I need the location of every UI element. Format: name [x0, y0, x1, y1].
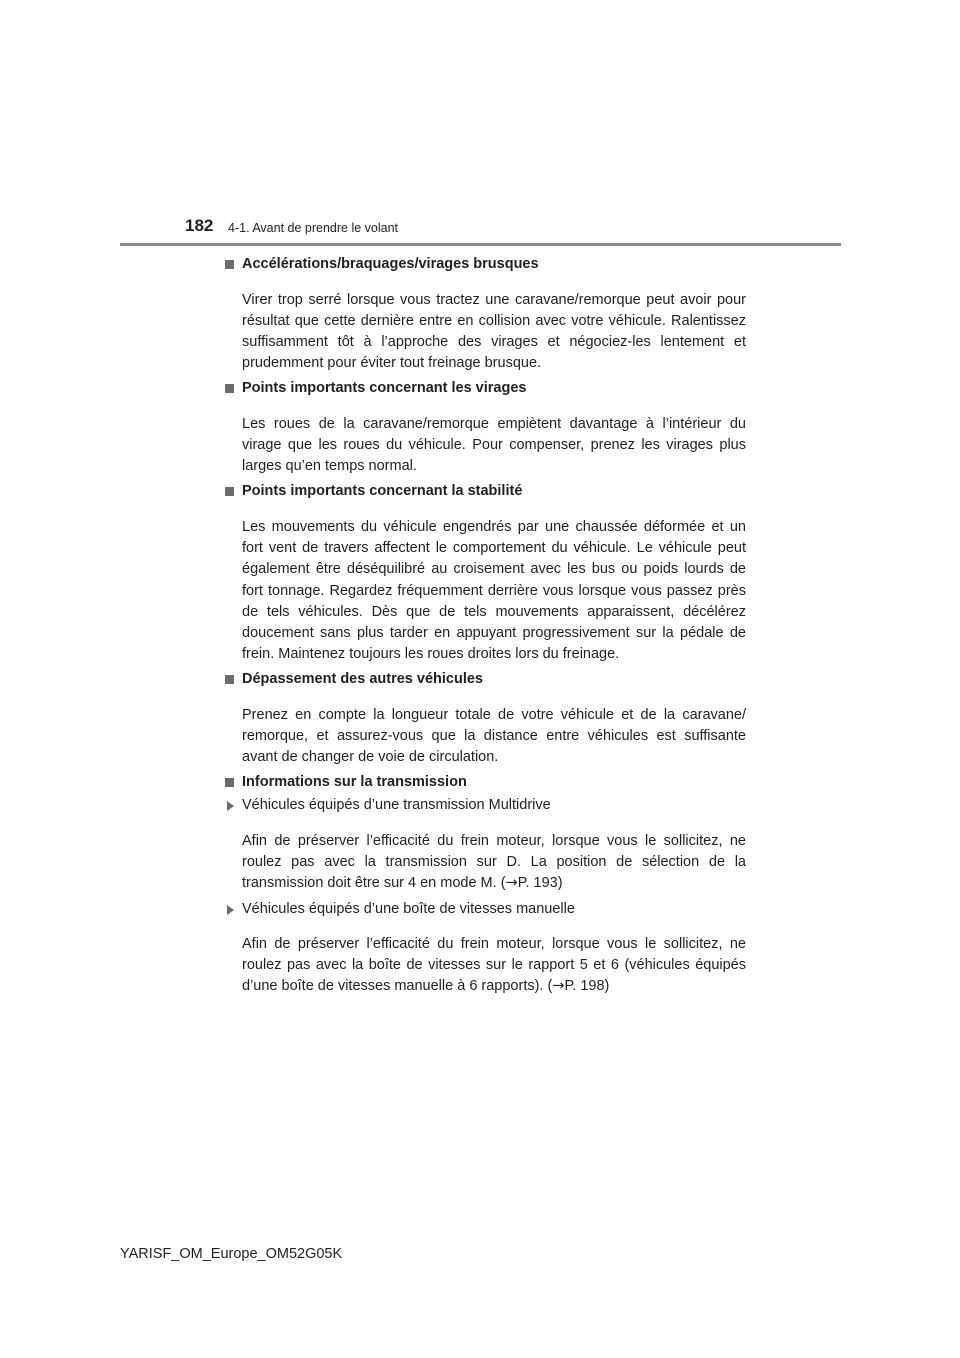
triangle-bullet-icon: [227, 905, 234, 915]
section-title: 4-1. Avant de prendre le volant: [228, 221, 399, 235]
section-turning: [223, 378, 746, 477]
page-reference-link[interactable]: P. 193): [517, 875, 563, 892]
square-bullet-icon: [225, 487, 234, 496]
square-bullet-icon: [225, 675, 234, 684]
heading-text: Points importants concernant la stabilité: [242, 483, 523, 500]
section-heading: [223, 669, 746, 690]
heading-text: Points importants concernant les virages: [242, 380, 527, 397]
heading-text: Dépassement des autres véhicules: [242, 671, 483, 688]
heading-text: Informations sur la transmission: [242, 774, 467, 791]
arrow-icon: →: [552, 978, 565, 995]
square-bullet-icon: [225, 260, 234, 269]
page-reference-link[interactable]: P. 198): [564, 978, 610, 995]
header-rule: [120, 243, 841, 246]
subsection-paragraph: [242, 934, 746, 998]
section-paragraph: Virer trop serré lorsque vous tractez une caravane/remorque peut avoir pour résultat que cette dernière entre en collision avec votre véhicule. Ralentissez suffisamment tôt à l’approche des virages et négociez-les lentement et prudemment pour éviter tout freinage brusque.: [242, 291, 746, 372]
subsection-label-text: Véhicules équipés d’une boîte de vitesses manuelle: [242, 900, 575, 917]
footer-doc-id: YARISF_OM_Europe_OM52G05K: [120, 1246, 343, 1262]
square-bullet-icon: [225, 778, 234, 787]
section-transmission: [223, 772, 746, 997]
section-paragraph: Les roues de la caravane/remorque empiètent davantage à l’intérieur du virage que les roues du véhicule. Pour compenser, prenez les virages plus larges qu’en temps normal.: [242, 415, 746, 475]
section-heading: [223, 772, 746, 793]
section-passing: [223, 669, 746, 768]
section-heading: [223, 378, 746, 399]
subsection-label: [223, 899, 746, 920]
square-bullet-icon: [225, 384, 234, 393]
subsection-paragraph: [242, 831, 746, 895]
paragraph-text: Afin de préserver l’efficacité du frein moteur, lorsque vous le sollicitez, ne roulez pas avec la transmission sur D. La position de sélection de la transmission doit être sur 4 en mode M. (: [242, 832, 746, 892]
section-paragraph: Les mouvements du véhicule engendrés par une chaussée déformée et un fort vent de travers affectent le comportement du véhicule. Le véhicule peut également être déséquilibré au croisement avec les bus ou poids lourds de fort tonnage. Regardez fréquemment derrière vous lorsque vous passez près de tels véhicules. Dès que de tels mouvements apparaissent, décélérez doucement sans plus tarder en appuyant progressivement sur la pédale de frein. Maintenez toujours les roues droites lors du freinage.: [242, 518, 746, 663]
paragraph-text: Afin de préserver l’efficacité du frein moteur, lorsque vous le sollicitez, ne roulez pas avec la boîte de vitesses sur le rapport 5 et 6 (véhicules équipés d’une boîte de vitesses manuelle à 6 rapports). (: [242, 936, 746, 995]
section-heading: [223, 481, 746, 502]
section-stability: [223, 481, 746, 665]
subsection-label: [223, 795, 746, 816]
page-content: [223, 254, 746, 1002]
triangle-bullet-icon: [227, 801, 234, 811]
section-sharp-maneuvers: [223, 254, 746, 374]
section-heading: [223, 254, 746, 275]
page-number: 182: [185, 216, 214, 235]
arrow-icon: →: [505, 875, 518, 892]
subsection-label-text: Véhicules équipés d’une transmission Multidrive: [242, 797, 551, 814]
section-paragraph: Prenez en compte la longueur totale de votre véhicule et de la caravane/ remorque, et assurez-vous que la distance entre véhicules est suffisante avant de changer de voie de circulation.: [242, 706, 746, 766]
heading-text: Accélérations/braquages/virages brusques: [242, 256, 539, 272]
